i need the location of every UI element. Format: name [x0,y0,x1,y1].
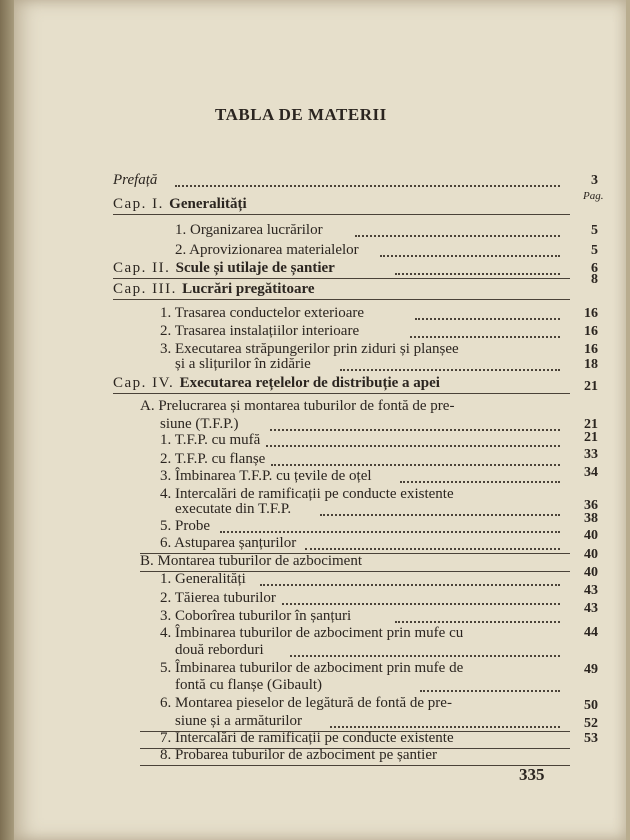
toc-entry-title: 2. Tăierea tuburilor [160,590,276,606]
toc-page-number: 5 [591,243,598,258]
toc-page-number: 43 [584,601,598,616]
toc-entry-title: Executarea rețelelor de distribuție a apei [179,375,440,391]
dot-leader [271,462,560,466]
page-title: TABLA DE MATERII [215,105,387,124]
dot-leader [400,479,560,483]
toc-page-number: 44 [584,625,598,640]
toc-entry [160,590,276,607]
toc-entry-title: 4. Îmbinarea tuburilor de azbociment prin mufe cu [160,625,464,641]
dot-leader [380,253,560,257]
toc-page-number: 49 [584,662,598,677]
chapter-prefix: Cap. II. [113,260,176,276]
toc-page-number: 40 [584,565,598,580]
toc-entry-title: executate din T.F.P. [175,501,292,517]
dot-leader [260,582,560,586]
toc-entry [113,196,247,213]
toc-page-number: 34 [584,465,598,480]
toc-entry [140,553,362,570]
toc-page-number: 36 [584,498,598,513]
toc-entry [175,642,264,659]
toc-entry-title: 5. Îmbinarea tuburilor de azbociment prin mufe de [160,660,464,676]
dot-leader [270,427,560,431]
toc-page-number: 50 [584,698,598,713]
toc-entry [160,608,351,625]
toc-entry-title: 6. Astuparea șanțurilor [160,535,297,551]
toc-entry-title: 1. Organizarea lucrărilor [175,222,323,238]
dot-leader [415,316,560,320]
toc-entry-title: 1. Generalități [160,571,246,587]
toc-entry-title: siune (T.F.P.) [160,416,239,432]
chapter-prefix: Cap. I. [113,196,170,212]
dot-leader [395,619,560,623]
toc-page-number: 52 [584,716,598,731]
toc-entry [160,625,463,642]
toc-page-number: 18 [584,357,598,372]
chapter-prefix: Cap. IV. [113,375,180,391]
toc-page-number: 8 [591,272,598,287]
toc-page-number: 16 [584,324,598,339]
toc-page-number: 16 [584,342,598,357]
toc-entry [160,416,239,433]
toc-entry [160,747,437,764]
dot-leader [410,334,560,338]
toc-entry-title: și a slițurilor în zidărie [175,356,311,372]
toc-page-number: 21 [584,417,598,432]
toc-page-number: 38 [584,511,598,526]
toc-entry [175,501,291,518]
toc-entry-title: Generalități [169,196,247,212]
dot-leader [330,724,560,728]
entry-underline [113,277,570,279]
toc-entry-title: Lucrări pregătitoare [182,281,315,297]
toc-entry-title: fontă cu flanșe (Gibault) [175,677,323,693]
toc-page-number: 21 [584,430,598,445]
toc-entry-title: 8. Probarea tuburilor de azbociment pe șantier [160,747,437,763]
toc-entry-title: două reborduri [175,642,264,658]
toc-entry-title: A. Prelucrarea și montarea tuburilor de fontă de pre- [140,398,455,414]
toc-entry-title: B. Montarea tuburilor de azbociment [140,553,363,569]
toc-entry [175,222,323,239]
dot-leader [305,546,560,550]
toc-entry [160,468,372,485]
toc-entry-title: 2. Trasarea instalațiilor interioare [160,323,360,339]
toc-entry [140,398,454,415]
toc-entry-title: 3. Coborîrea tuburilor în șanțuri [160,608,352,624]
toc-page-number: 21 [584,379,598,394]
entry-underline [113,392,570,394]
toc-entry-title: 1. Trasarea conductelor exterioare [160,305,365,321]
toc-entry [160,432,260,449]
toc-page-number: 43 [584,583,598,598]
page-column-label: Pag. [583,190,604,202]
toc-entry [113,172,157,189]
dot-leader [320,512,560,516]
entry-underline [113,298,570,300]
toc-entry-title: siune și a armăturilor [175,713,303,729]
dot-leader [395,271,560,275]
dot-leader [220,529,560,533]
toc-entry-title: 1. T.F.P. cu mufă [160,432,261,448]
toc-entry-title: 4. Intercalări de ramificații pe conducte existente [160,486,454,502]
toc-page-number: 6 [591,261,598,276]
toc-entry [160,451,265,468]
toc-entry [113,375,440,392]
toc-entry [113,260,335,277]
entry-underline [140,764,570,766]
toc-page-number: 3 [591,173,598,188]
dot-leader [266,443,560,447]
toc-entry-title: 3. Îmbinarea T.F.P. cu țevile de oțel [160,468,372,484]
toc-entry [160,518,210,535]
toc-entry [175,713,302,730]
toc-page-number: 16 [584,306,598,321]
toc-entry [160,730,454,747]
toc-entry-title: Scule și utilaje de șantier [175,260,335,276]
toc-entry [160,571,246,588]
toc-entry [175,242,359,259]
dot-leader [340,367,560,371]
toc-page-number: 40 [584,528,598,543]
toc-entry [160,535,296,552]
dot-leader [420,688,560,692]
toc-page-number: 33 [584,447,598,462]
toc-entry-title: 2. Aprovizionarea materialelor [175,242,359,258]
dot-leader [355,233,560,237]
toc-page-number: 5 [591,223,598,238]
toc-entry-title: 2. T.F.P. cu flanșe [160,451,266,467]
toc-entry-title: Prefață [113,172,158,188]
toc-entry [160,695,452,712]
dot-leader [175,183,560,187]
toc-entry-title: 5. Probe [160,518,210,534]
toc-entry [160,305,364,322]
toc-entry [160,660,463,677]
page-number: 335 [519,765,545,784]
toc-entry [175,677,322,694]
dot-leader [290,653,560,657]
toc-entry [175,356,311,373]
toc-entry [113,281,314,298]
toc-entry [160,323,359,340]
entry-underline [113,213,570,215]
toc-page-number: 53 [584,731,598,746]
toc-entry-title: 3. Executarea străpungerilor prin ziduri și planșee [160,341,459,357]
toc-page-number: 40 [584,547,598,562]
dot-leader [282,601,560,605]
chapter-prefix: Cap. III. [113,281,183,297]
toc-entry-title: 7. Intercalări de ramificații pe conducte existente [160,730,454,746]
toc-entry-title: 6. Montarea pieselor de legătură de fontă de pre- [160,695,452,711]
